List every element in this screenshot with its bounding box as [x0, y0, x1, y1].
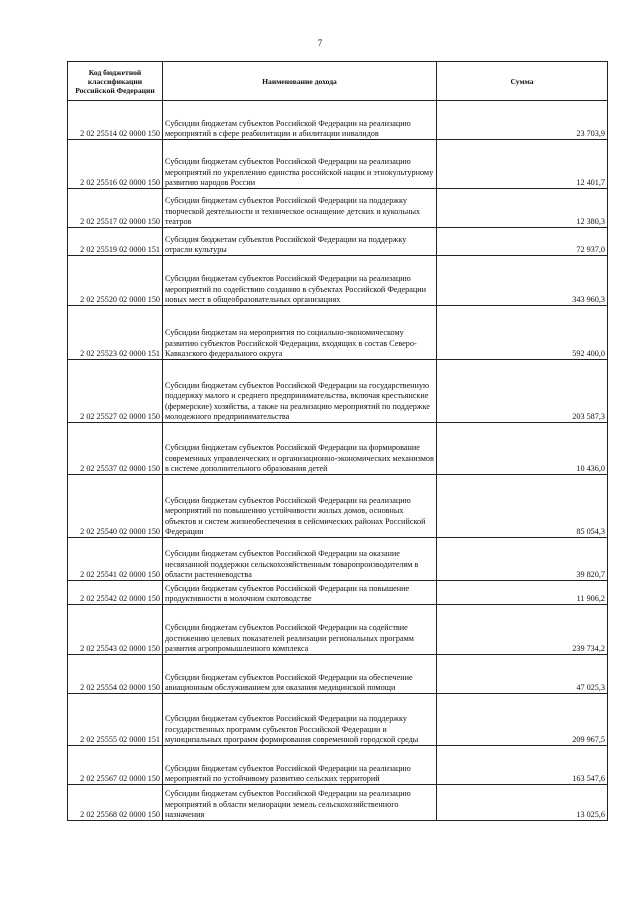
row-code: 2 02 25523 02 0000 151: [68, 306, 163, 360]
row-sum: 47 025,3: [437, 655, 608, 694]
row-name: Субсидии бюджетам субъектов Российской Федерации на обеспечение авиационным обслуживанием для оказания медицинской помощи: [163, 655, 437, 694]
row-name: Субсидии бюджетам субъектов Российской Федерации на реализацию мероприятий в сфере реабилитации и абилитации инвалидов: [163, 101, 437, 140]
row-sum: 12 380,3: [437, 189, 608, 228]
row-sum: 592 400,0: [437, 306, 608, 360]
row-code: 2 02 25541 02 0000 150: [68, 538, 163, 581]
header-sum: Сумма: [437, 62, 608, 101]
row-name: Субсидии бюджетам на мероприятия по социально-экономическому развитию субъектов Российской Федерации, входящих в состав Северо-Кавказского федерального округа: [163, 306, 437, 360]
table-row: [68, 746, 608, 785]
table-row: [68, 605, 608, 655]
revenue-table: [67, 61, 608, 821]
row-name: Субсидии бюджетам субъектов Российской Федерации на оказание несвязанной поддержки сельскохозяйственным товаропроизводителям в области растениеводства: [163, 538, 437, 581]
row-code: 2 02 25520 02 0000 150: [68, 256, 163, 306]
row-sum: 12 401,7: [437, 140, 608, 189]
table-row: [68, 306, 608, 360]
row-name: Субсидии бюджетам субъектов Российской Федерации на реализацию мероприятий по укреплению единства российской нации и этнокультурному развитию народов России: [163, 140, 437, 189]
table-row: [68, 785, 608, 821]
row-sum: 163 547,6: [437, 746, 608, 785]
row-code: 2 02 25543 02 0000 150: [68, 605, 163, 655]
row-name: Субсидии бюджетам субъектов Российской Федерации на формирование современных управленческих и организационно-экономических механизмов в системе дополнительного образования детей: [163, 423, 437, 475]
row-sum: 203 587,3: [437, 360, 608, 423]
table-row: [68, 475, 608, 538]
row-code: 2 02 25527 02 0000 150: [68, 360, 163, 423]
table-row: [68, 140, 608, 189]
row-code: 2 02 25516 02 0000 150: [68, 140, 163, 189]
row-sum: 23 703,9: [437, 101, 608, 140]
row-code: 2 02 25537 02 0000 150: [68, 423, 163, 475]
table-row: [68, 228, 608, 256]
table-row: [68, 256, 608, 306]
row-sum: 72 937,0: [437, 228, 608, 256]
row-name: Субсидии бюджетам субъектов Российской Федерации на поддержку творческой деятельности и техническое оснащение детских и кукольных театров: [163, 189, 437, 228]
table-header-row: [68, 62, 608, 101]
row-code: 2 02 25567 02 0000 150: [68, 746, 163, 785]
row-code: 2 02 25514 02 0000 150: [68, 101, 163, 140]
row-sum: 11 906,2: [437, 581, 608, 605]
table-row: [68, 655, 608, 694]
table-row: [68, 360, 608, 423]
row-code: 2 02 25554 02 0000 150: [68, 655, 163, 694]
row-name: Субсидии бюджетам субъектов Российской Федерации на реализацию мероприятий по устойчивому развитию сельских территорий: [163, 746, 437, 785]
row-name: Субсидии бюджетам субъектов Российской Федерации на повышение продуктивности в молочном скотоводстве: [163, 581, 437, 605]
table-row: [68, 581, 608, 605]
row-sum: 343 960,3: [437, 256, 608, 306]
table-row: [68, 423, 608, 475]
row-name: Субсидии бюджетам субъектов Российской Федерации на государственную поддержку малого и среднего предпринимательства, включая крестьянские (фермерские) хозяйства, а также на реализацию мероприятий по поддержке молодежного предпринимательства: [163, 360, 437, 423]
row-code: 2 02 25568 02 0000 150: [68, 785, 163, 821]
table-row: [68, 694, 608, 746]
row-sum: 39 820,7: [437, 538, 608, 581]
row-sum: 13 025,6: [437, 785, 608, 821]
row-name: Субсидии бюджетам субъектов Российской Федерации на реализацию мероприятий по содействию созданию в субъектах Российской Федерации новых мест в общеобразовательных организациях: [163, 256, 437, 306]
row-name: Субсидии бюджетам субъектов Российской Федерации на реализацию мероприятий в области мелиорации земель сельскохозяйственного назначения: [163, 785, 437, 821]
row-code: 2 02 25542 02 0000 150: [68, 581, 163, 605]
row-code: 2 02 25555 02 0000 151: [68, 694, 163, 746]
header-name: Наименование дохода: [163, 62, 437, 101]
row-name: Субсидии бюджетам субъектов Российской Федерации на содействие достижению целевых показателей реализации региональных программ развития агропромышленного комплекса: [163, 605, 437, 655]
table-row: [68, 538, 608, 581]
row-name: Субсидии бюджетам субъектов Российской Федерации на реализацию мероприятий по повышению устойчивости жилых домов, основных объектов и систем жизнеобеспечения в сейсмических районах Российской Федерации: [163, 475, 437, 538]
row-code: 2 02 25540 02 0000 150: [68, 475, 163, 538]
row-sum: 209 967,5: [437, 694, 608, 746]
header-code: Код бюджетной классификации Российской Федерации: [68, 62, 163, 101]
table-row: [68, 101, 608, 140]
row-code: 2 02 25517 02 0000 150: [68, 189, 163, 228]
row-name: Субсидии бюджетам субъектов Российской Федерации на поддержку государственных программ субъектов Российской Федерации и муниципальных программ формирования современной городской среды: [163, 694, 437, 746]
row-code: 2 02 25519 02 0000 151: [68, 228, 163, 256]
row-sum: 239 734,2: [437, 605, 608, 655]
page-number: 7: [317, 38, 323, 48]
table-row: [68, 189, 608, 228]
row-name: Субсидия бюджетам субъектов Российской Федерации на поддержку отрасли культуры: [163, 228, 437, 256]
row-sum: 10 436,0: [437, 423, 608, 475]
row-sum: 85 054,3: [437, 475, 608, 538]
